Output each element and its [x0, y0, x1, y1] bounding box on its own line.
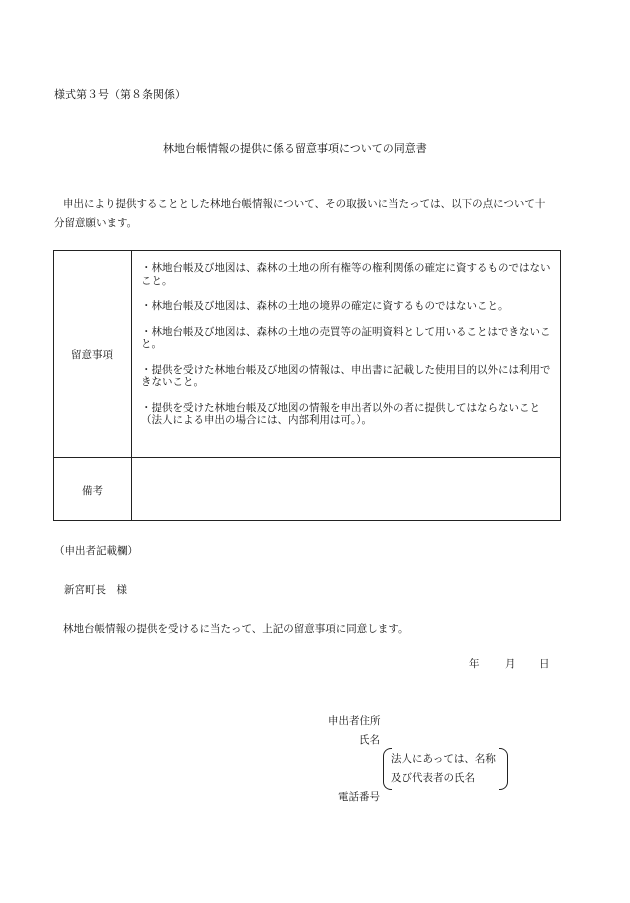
- note-item: ・林地台帳及び地図は、森林の土地の所有権等の権利関係の確定に資するものではないこと。: [141, 262, 551, 287]
- consent-statement: 林地台帳情報の提供を受けるに当たって、上記の留意事項に同意します。: [63, 623, 409, 635]
- corporate-note-line-1: 法人にあっては、名称: [391, 753, 496, 765]
- date-year-label: 年: [469, 658, 480, 670]
- intro-line-2: 分留意願います。: [54, 217, 138, 229]
- note-item: ・林地台帳及び地図は、森林の土地の境界の確定に資するものではないこと。: [141, 300, 509, 312]
- note-item: ・提供を受けた林地台帳及び地図の情報は、申出書に記載した使用目的以外には利用できないこと。: [141, 363, 551, 388]
- remarks-field[interactable]: [141, 483, 551, 503]
- table-row-divider: [53, 457, 561, 458]
- table-column-divider: [131, 250, 132, 521]
- notes-list: [141, 262, 557, 440]
- right-bracket-icon: [499, 748, 508, 790]
- applicant-name-label: 氏名: [359, 734, 380, 746]
- remarks-header: 備考: [82, 485, 103, 497]
- intro-line-1: 申出により提供することとした林地台帳情報について、その取扱いに当たっては、以下の点について十: [63, 198, 546, 210]
- form-number: 様式第３号（第８条関係）: [54, 88, 186, 101]
- phone-number-label: 電話番号: [338, 791, 380, 803]
- date-day-label: 日: [539, 658, 550, 670]
- date-month-label: 月: [505, 658, 516, 670]
- applicant-address-label: 申出者住所: [328, 715, 381, 727]
- document-title: 林地台帳情報の提供に係る留意事項についての同意書: [163, 142, 427, 155]
- corporate-note-line-2: 及び代表者の氏名: [391, 772, 475, 784]
- applicant-section-label: （申出者記載欄）: [54, 545, 138, 557]
- notes-header: 留意事項: [71, 349, 113, 361]
- addressee: 新宮町長 様: [64, 584, 127, 596]
- note-item: ・林地台帳及び地図は、森林の土地の売買等の証明資料として用いることはできないこと。: [141, 325, 551, 350]
- note-item: ・提供を受けた林地台帳及び地図の情報を申出者以外の者に提供してはならないこと（法人による申出の場合には、内部利用は可。）。: [141, 401, 540, 426]
